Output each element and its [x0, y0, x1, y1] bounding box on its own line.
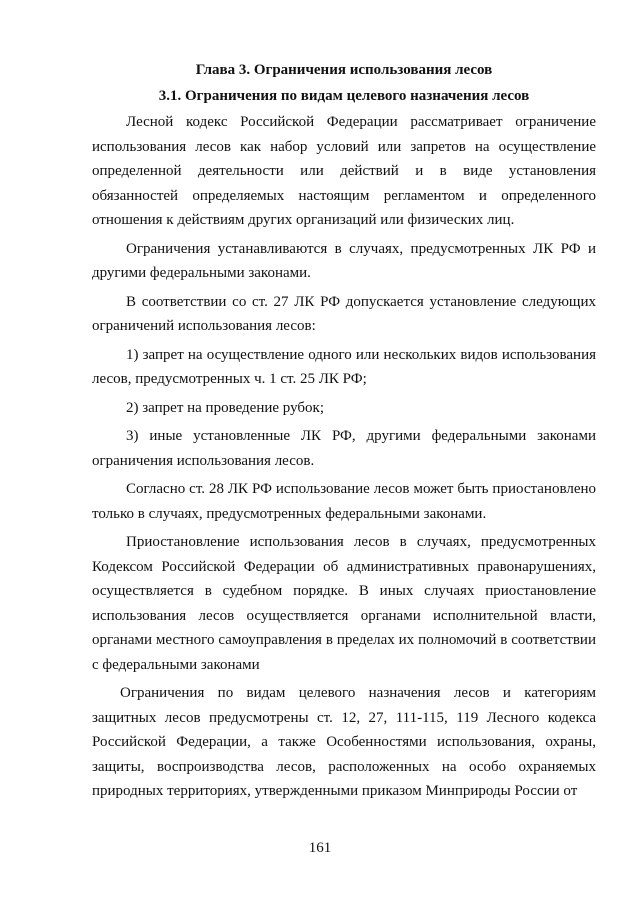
paragraph-restrictions-cases: Ограничения устанавливаются в случаях, предусмотренных ЛК РФ и другими федеральными законами.	[92, 240, 596, 281]
paragraph-suspension: Приостановление использования лесов в случаях, предусмотренных Кодексом Российской Федерации об административных правонарушениях, осуществляется в судебном порядке. В иных случаях приостановление использования лесов осуществляется органами исполнительной власти, органами местного самоуправления в пределах их полномочий в соответствии с федеральными законами	[92, 534, 596, 673]
list-item-1: 1) запрет на осуществление одного или нескольких видов использования лесов, предусмотренных ч. 1 ст. 25 ЛК РФ;	[92, 346, 596, 387]
list-item-3: 3) иные установленные ЛК РФ, другими федеральными законами ограничения использования лесов.	[92, 428, 596, 469]
chapter-title: Глава 3. Ограничения использования лесов	[195, 62, 493, 78]
paragraph-target-purpose: Ограничения по видам целевого назначения лесов и категориям защитных лесов предусмотрены ст. 12, 27, 111-115, 119 Лесного кодекса Российской Федерации, а также Особенностями использования, охраны, защиты, воспроизводства лесов, расположенных на особо охраняемых природных территориях, утвержденными приказом Минприроды России от	[92, 685, 596, 799]
paragraph-article-28: Согласно ст. 28 ЛК РФ использование лесов может быть приостановлено только в случаях, предусмотренных федеральными законами.	[92, 481, 596, 522]
paragraph-article-27: В соответствии со ст. 27 ЛК РФ допускается установление следующих ограничений использования лесов:	[92, 293, 596, 334]
document-page	[92, 58, 596, 804]
paragraph-forest-code-restrictions: Лесной кодекс Российской Федерации рассматривает ограничение использования лесов как набор условий или запретов на осуществление определенной деятельности или действий и в виде установления обязанностей определяемых настоящим регламентом и определенного отношения к действиям других организаций или физических лиц.	[92, 114, 596, 228]
section-title: 3.1. Ограничения по видам целевого назначения лесов	[158, 88, 530, 104]
page-number: 161	[308, 840, 332, 856]
list-item-2: 2) запрет на проведение рубок;	[126, 399, 324, 416]
